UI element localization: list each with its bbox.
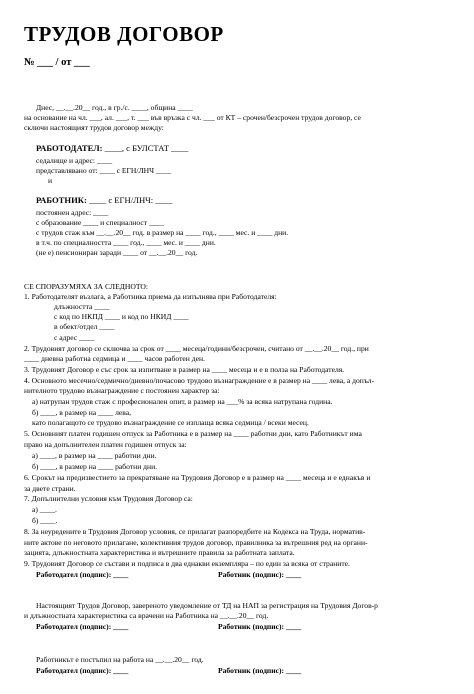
clause-line: 3. Трудовият Договор е със срок за изпитване в размер на ____ месеца и е в полза на Работодателя. <box>24 365 345 374</box>
clause-line: в обект/отдел ____ <box>54 322 115 331</box>
employer-signature: Работодател (подпис): ____ <box>36 666 129 675</box>
clause-line: а) ____. <box>32 505 57 514</box>
clause-line: 1. Работодателят възлага, а Работника приема да изпълнява при Работодателя: <box>24 292 277 301</box>
clause-line: б) ____, в размер на ____ работни дни. <box>32 462 158 471</box>
employee-line: (не е) пенсиониран заради ____ от __.__.20__ год. <box>36 248 198 257</box>
employee-signature: Работник (подпис): ____ <box>218 666 302 675</box>
clause-line: ____ дневна работна седмица и ____ часов работен ден. <box>24 354 205 363</box>
employee-signature: Работник (подпис): ____ <box>218 622 302 631</box>
employee-line: с образование ____ и специалност ____ <box>36 218 165 227</box>
clause-line: а) натрупан трудов стаж с професионален опит, в размер на ___% за всяка натрупана година. <box>32 397 333 406</box>
clause-line: ните актове по неговото прилагане, колективния трудов договор, правилника за вътрешния ред на органи- <box>24 538 368 547</box>
clause-line: длъжността ____ <box>54 302 110 311</box>
employer-heading: РАБОТОДАТЕЛ: <box>36 143 103 153</box>
employer-line: и <box>48 176 53 185</box>
clause-line: б) ____, в размер на ____ лева, <box>32 408 132 417</box>
intro-line: Днес, __.__.20__ год., в гр./с. ____, община ____ <box>36 103 193 112</box>
clause-line: 5. Основният платен годишен отпуск за Работника е в размер на ____ работни дни, като Работникът има <box>24 429 362 438</box>
notice-line: и длъжностната характеристика са врачени на Работника на __.__.20__ год. <box>24 611 269 620</box>
employer-line: представлявано от: ____ с ЕГН/ЛНЧ ____ <box>36 166 172 175</box>
notice-line: Настоящият Трудов Договор, заверенoто уведомление от ТД на НАП за регистрация на Трудовия Догов-р <box>36 601 378 610</box>
employer-line: седалище и адрес: ____ <box>36 156 113 165</box>
employer-heading-row <box>36 144 188 153</box>
clause-line: с код по НКПД ____ и код по НКИД ____ <box>54 312 189 321</box>
employer-signature: Работодател (подпис): ____ <box>36 570 129 579</box>
employee-heading: РАБОТНИК: <box>36 195 87 205</box>
clause-line: като полагащото се трудово възнаграждение се изплаща всяка седмица / всеки месец. <box>32 418 309 427</box>
intro-line: на основание на чл. ___, ал. ___, т. ___ във връзка с чл. ___ от КТ – срочен/безсрочен трудов договор, се <box>24 113 361 122</box>
clause-line: нителното трудово възнаграждение с постоянен характер за: <box>24 386 220 395</box>
clause-line: за двете страни. <box>24 484 76 493</box>
employee-heading-row <box>36 196 172 205</box>
clause-line: 6. Срокът на предизвестието за прекратяване на Трудовия Договор е в размер на ____ месеца и е еднакъв и <box>24 473 371 482</box>
intro-line: сключи настоящият трудов договор между: <box>24 123 164 132</box>
clause-line: 4. Основното месечно/седмично/дневно/почасово трудово възнаграждение е в размер на ____ лева, а допъл- <box>24 376 375 385</box>
clause-line: с адрес ____ <box>54 333 95 342</box>
employee-line: с трудов стаж към __.__.20__ год. в размер на ____ год., ____ мес. и ____ дни. <box>36 228 289 237</box>
clause-line: а) ____, в размер на ____ работни дни. <box>32 451 157 460</box>
employer-signature: Работодател (подпис): ____ <box>36 622 129 631</box>
clause-line: 8. За неуредените в Трудовия Договор условия, се прилагат разпоредбите на Кодекса на Труда, норматив- <box>24 527 366 536</box>
employee-line: в т.ч. по специалността ____ год., ____ мес. и ____ дни. <box>36 238 216 247</box>
employee-line: постоянен адрес: ____ <box>36 208 109 217</box>
employer-heading-rest: ____, с БУЛСТАТ ____ <box>102 143 189 153</box>
clause-line: зацията, длъжностната характеристика и вътрешните правила за работната заплата. <box>24 548 295 557</box>
employee-heading-rest: ____ с ЕГН/ЛНЧ: ____ <box>86 195 173 205</box>
start-date-line: Работникът е постъпил на работа на __.__.20__ год. <box>36 655 204 664</box>
clause-line: 7. Допълнителни условия към Трудовия Договор са: <box>24 494 193 503</box>
clause-line: 2. Трудовият договор се сключва за срок от ____ месеца/години/безсрочен, считано от __.__.20__ год., при <box>24 344 369 353</box>
contract-number-line: № ___ / от ___ <box>24 57 90 68</box>
agreed-heading: СЕ СПОРАЗУМЯХА ЗА СЛЕДНОТО: <box>24 282 148 291</box>
clause-line: право на допълнителен платен годишен отпуск за: <box>24 440 187 449</box>
clause-line: б) ____. <box>32 516 58 525</box>
document-title: ТРУДОВ ДОГОВОР <box>24 22 224 46</box>
clause-line: 9. Трудовият Договор се състави и подписа в два еднакви екземпляра – по един за всяка от страните. <box>24 559 350 568</box>
employee-signature: Работник (подпис): ____ <box>218 570 302 579</box>
